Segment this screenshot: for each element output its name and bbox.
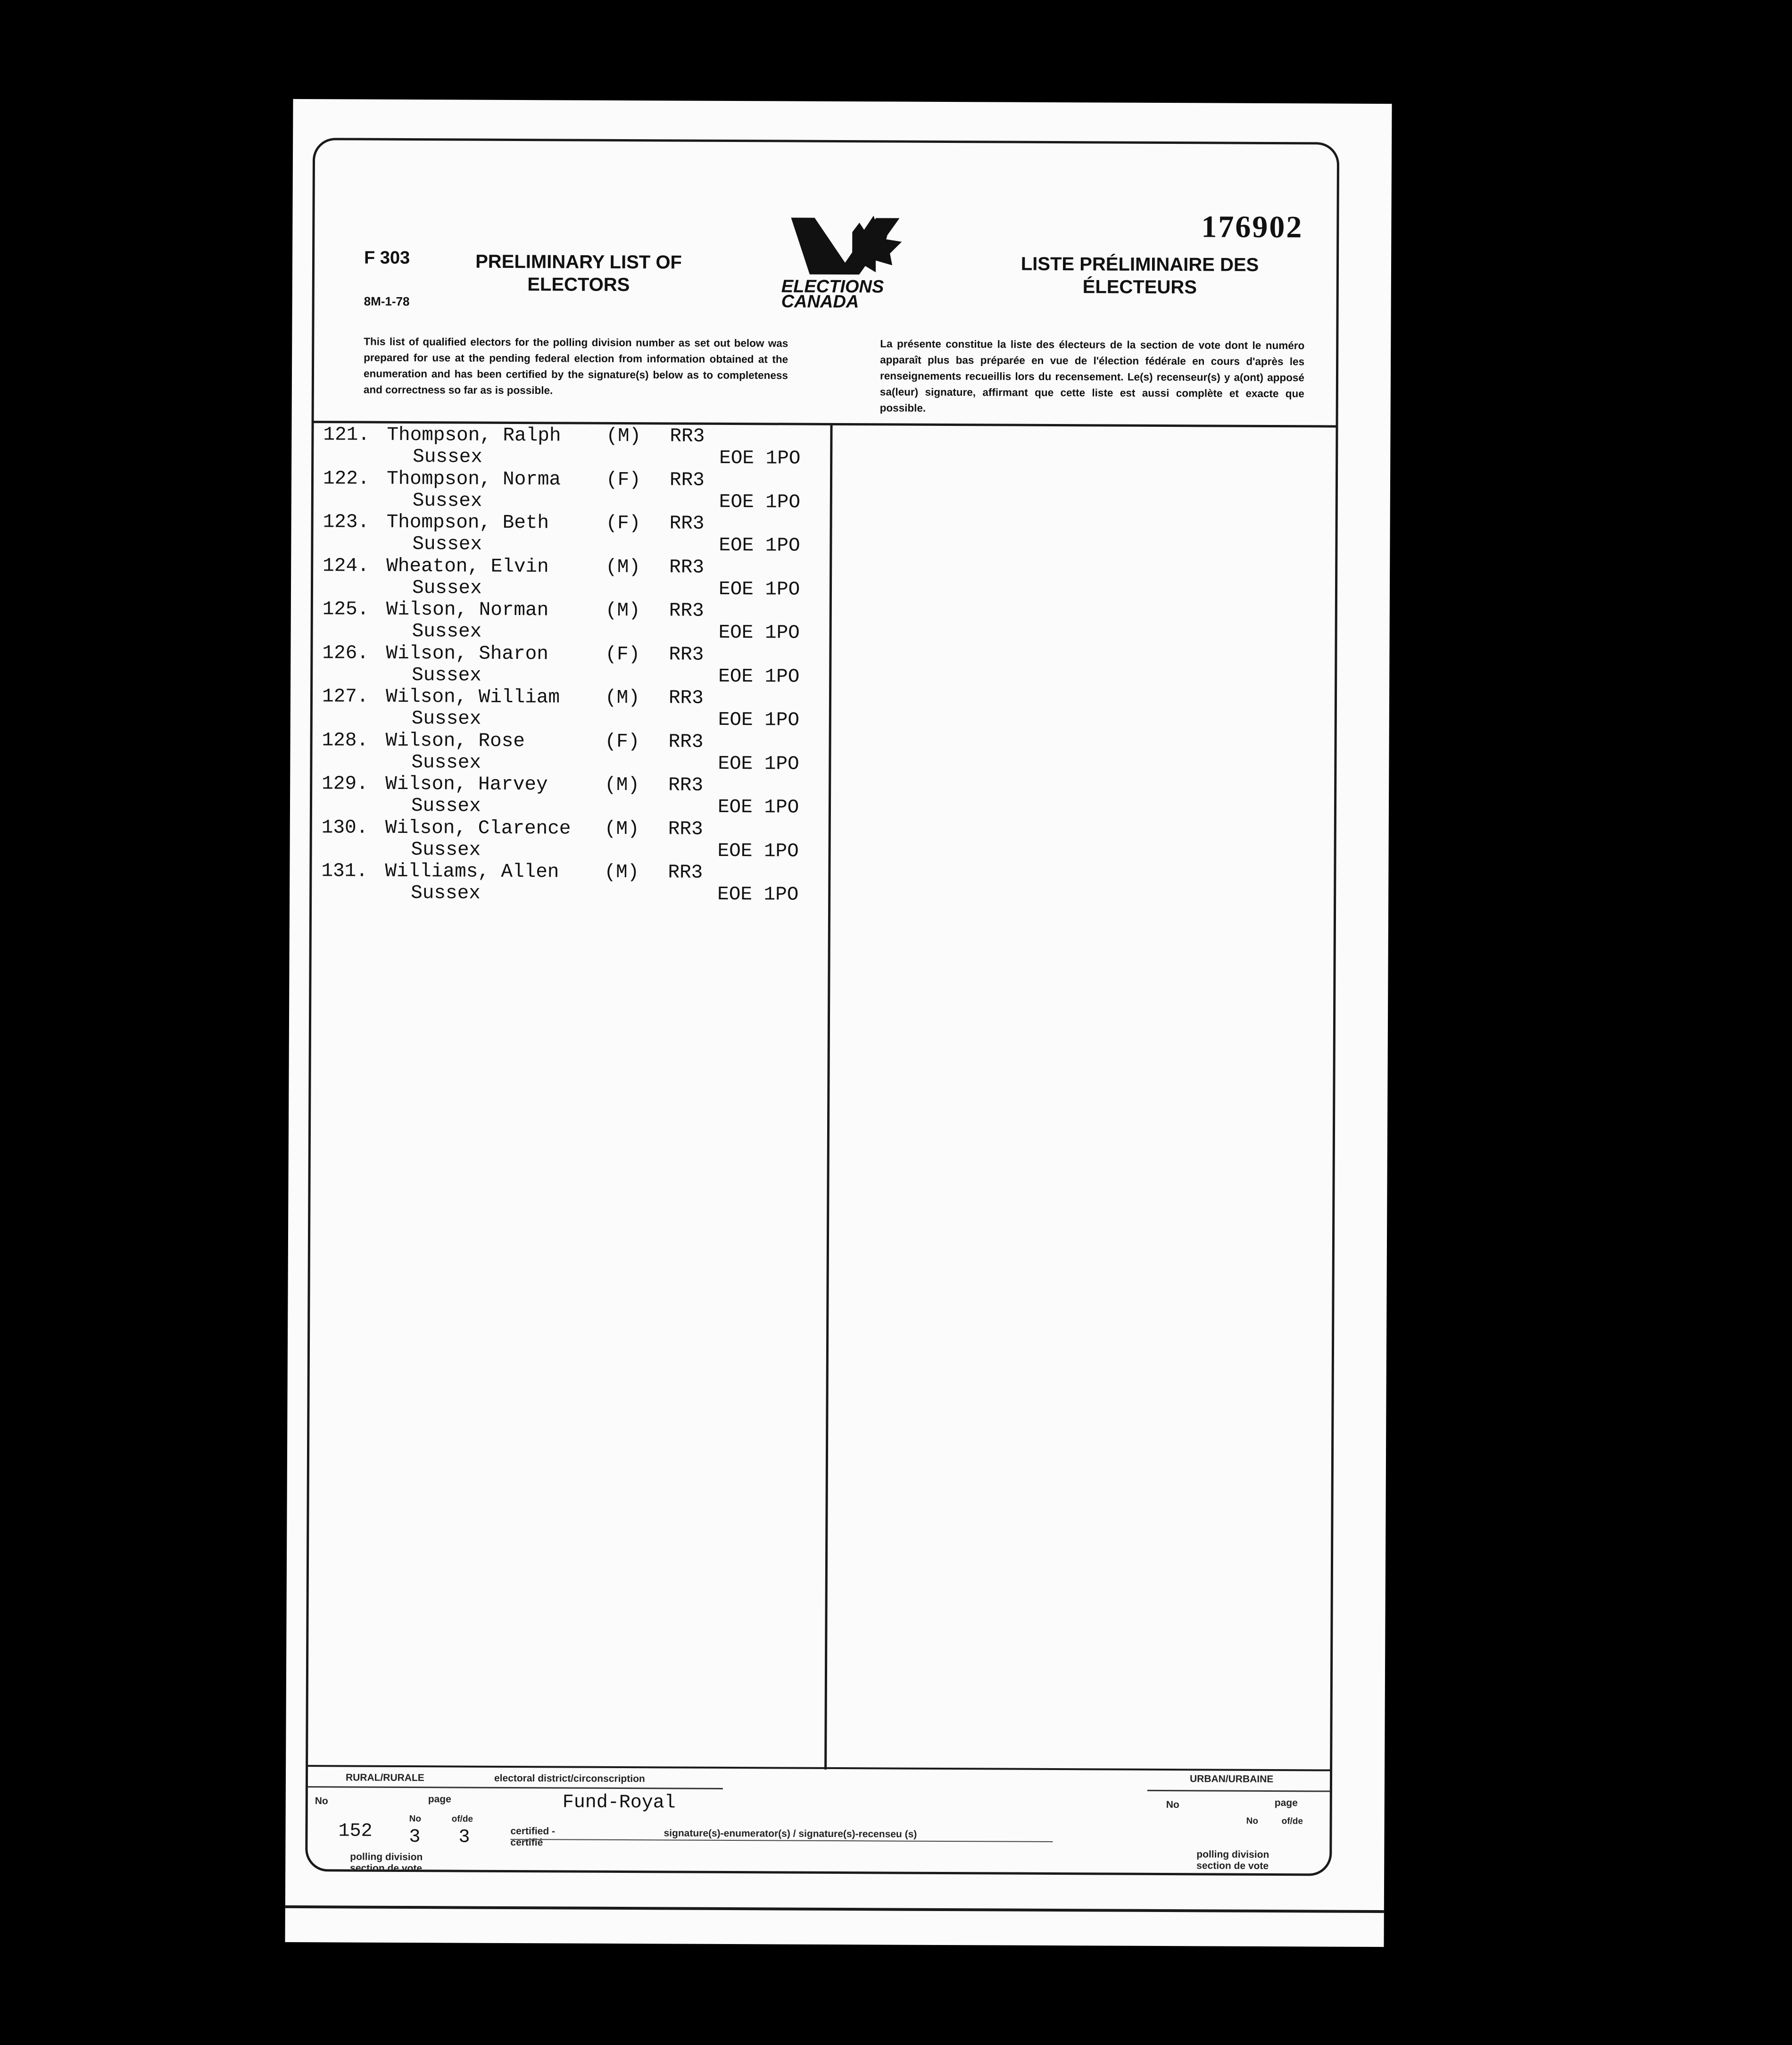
elector-number: 129.: [322, 773, 368, 795]
elector-postal-code: EOE 1PO: [717, 796, 799, 819]
title-en-line1: PRELIMINARY LIST OF: [475, 251, 682, 273]
urban-page-no-label: No: [1246, 1816, 1258, 1826]
elector-number: 130.: [321, 816, 368, 839]
elector-number: 125.: [322, 599, 369, 621]
elector-number: 128.: [322, 729, 369, 752]
polling-label-rural-en: polling division: [350, 1851, 423, 1863]
elector-sex: (F): [606, 512, 641, 535]
elector-town: Sussex: [411, 839, 481, 861]
signature-label: signature(s)-enumerator(s) / signature(s)-recenseu (s): [664, 1828, 917, 1840]
elector-sex: (M): [606, 425, 641, 448]
elector-sex: (F): [605, 643, 640, 665]
elector-postal-code: EOE 1PO: [719, 447, 801, 470]
logo-text: [781, 276, 909, 312]
elector-town: Sussex: [412, 664, 481, 687]
elector-route: RR3: [668, 687, 704, 709]
certified-label: [510, 1826, 555, 1848]
elector-name: Wilson, Clarence: [385, 817, 571, 840]
elector-postal-code: EOE 1PO: [718, 753, 799, 775]
intro-french: La présente constitue la liste des électeurs de la section de vote dont le numéro apparaît plus bas préparée en vue de l'élection fédérale en cours d'après les renseignements recueillis lors du recensement. Le(s) recenseur(s) y a(ont) apposé sa(leur) signature, affirmant que cette liste est aussi complète et exacte que possible.: [879, 338, 1305, 414]
elector-route: RR3: [669, 469, 705, 491]
intro-english: This list of qualified electors for the polling division number as set out below was prepared for use at the pending federal election from information obtained at the enumeration and has been certified by the signature(s) below as to completeness and correctness so far as is possible.: [363, 335, 788, 397]
elector-town: Sussex: [411, 882, 481, 905]
elector-number: 127.: [322, 686, 369, 708]
elector-sex: (M): [606, 556, 641, 578]
document-number: 176902: [1201, 209, 1303, 245]
elector-sex: (M): [605, 599, 640, 622]
elector-name: Wheaton, Elvin: [386, 555, 549, 578]
elector-postal-code: EOE 1PO: [717, 883, 799, 906]
page-number: 3: [409, 1827, 421, 1848]
title-french: [975, 252, 1305, 299]
logo-text-line1: ELECTIONS: [781, 276, 884, 297]
polling-division-number: 152: [338, 1821, 373, 1842]
rural-rule: [308, 1786, 723, 1789]
document-sheet: [285, 99, 1392, 1947]
district-value: Fund-Royal: [562, 1792, 676, 1814]
elector-route: RR3: [668, 731, 704, 753]
form-code: F 303: [364, 248, 410, 268]
elector-route: RR3: [669, 556, 705, 579]
elector-town: Sussex: [411, 708, 481, 730]
polling-label-urban: [1196, 1849, 1269, 1872]
elector-number: 121.: [323, 424, 370, 446]
rural-ofde-label: of/de: [451, 1814, 473, 1824]
rural-label: RURAL/RURALE: [345, 1772, 424, 1784]
form-frame: [305, 138, 1339, 1876]
elector-number: 122.: [323, 467, 370, 490]
bottom-rule: [285, 1905, 1384, 1913]
urban-rule: [1147, 1790, 1330, 1792]
urban-page-label: page: [1274, 1797, 1298, 1809]
urban-label: URBAN/URBAINE: [1189, 1773, 1274, 1785]
elector-postal-code: EOE 1PO: [719, 491, 801, 514]
elector-name: Wilson, Rose: [385, 730, 525, 752]
elector-postal-code: EOE 1PO: [718, 578, 800, 601]
elector-postal-code: EOE 1PO: [719, 534, 800, 557]
title-fr-line1: LISTE PRÉLIMINAIRE DES: [1020, 253, 1259, 275]
polling-label-urban-en: polling division: [1196, 1849, 1269, 1861]
rural-page-label: page: [428, 1794, 451, 1805]
polling-label-urban-fr: section de vote: [1196, 1860, 1269, 1871]
elector-name: Thompson, Ralph: [387, 424, 561, 447]
elector-sex: (F): [606, 469, 641, 491]
elector-number: 126.: [322, 642, 369, 665]
form-date: 8M-1-78: [364, 294, 410, 309]
elector-number: 124.: [323, 555, 369, 577]
title-fr-line2: ÉLECTEURS: [1082, 276, 1197, 298]
elector-route: RR3: [668, 818, 703, 840]
elector-sex: (M): [605, 687, 640, 709]
elector-sex: (M): [605, 774, 640, 797]
elector-town: Sussex: [413, 446, 482, 468]
elector-town: Sussex: [412, 490, 482, 512]
rural-no-label: No: [315, 1796, 328, 1807]
polling-label-rural: [350, 1851, 423, 1874]
urban-ofde-label: of/de: [1281, 1816, 1303, 1827]
logo-text-line2: CANADA: [781, 291, 859, 312]
elector-route: RR3: [668, 862, 703, 884]
elector-postal-code: EOE 1PO: [718, 622, 800, 644]
footer-divider: [308, 1765, 1330, 1771]
elector-sex: (M): [604, 861, 639, 884]
elector-route: RR3: [668, 774, 704, 797]
certified-label-en: certified -: [510, 1825, 556, 1837]
elector-postal-code: EOE 1PO: [718, 665, 800, 688]
elector-number: 123.: [323, 511, 370, 533]
elector-route: RR3: [669, 600, 704, 622]
elector-name: Wilson, Norman: [386, 599, 549, 622]
elector-route: RR3: [669, 643, 704, 666]
urban-no-label: No: [1166, 1799, 1179, 1811]
elector-sex: (F): [605, 731, 640, 753]
elector-town: Sussex: [412, 621, 482, 643]
elector-town: Sussex: [411, 751, 481, 774]
district-label: electoral district/circonscription: [494, 1772, 645, 1785]
elector-name: Wilson, William: [385, 686, 560, 709]
elector-number: 131.: [321, 860, 368, 882]
elector-name: Wilson, Harvey: [385, 773, 548, 796]
title-english: [447, 250, 711, 296]
elector-route: RR3: [670, 425, 705, 448]
elector-town: Sussex: [411, 795, 481, 817]
elector-list: [321, 424, 801, 906]
elector-town: Sussex: [412, 577, 482, 599]
elector-name: Thompson, Norma: [386, 468, 561, 490]
certified-label-fr: certifié: [510, 1837, 543, 1848]
elector-name: Williams, Allen: [385, 860, 559, 883]
elector-postal-code: EOE 1PO: [717, 840, 799, 863]
polling-label-rural-fr: section de vote: [350, 1862, 423, 1874]
rural-page-no-label: No: [409, 1814, 422, 1824]
elector-sex: (M): [604, 818, 639, 840]
page-total: 3: [458, 1827, 470, 1848]
elector-postal-code: EOE 1PO: [718, 709, 800, 732]
elector-name: Thompson, Beth: [386, 511, 549, 534]
elector-name: Wilson, Sharon: [386, 642, 548, 665]
elector-town: Sussex: [412, 533, 482, 556]
elector-route: RR3: [669, 513, 705, 535]
column-divider: [824, 425, 832, 1770]
title-en-line2: ELECTORS: [527, 274, 630, 296]
